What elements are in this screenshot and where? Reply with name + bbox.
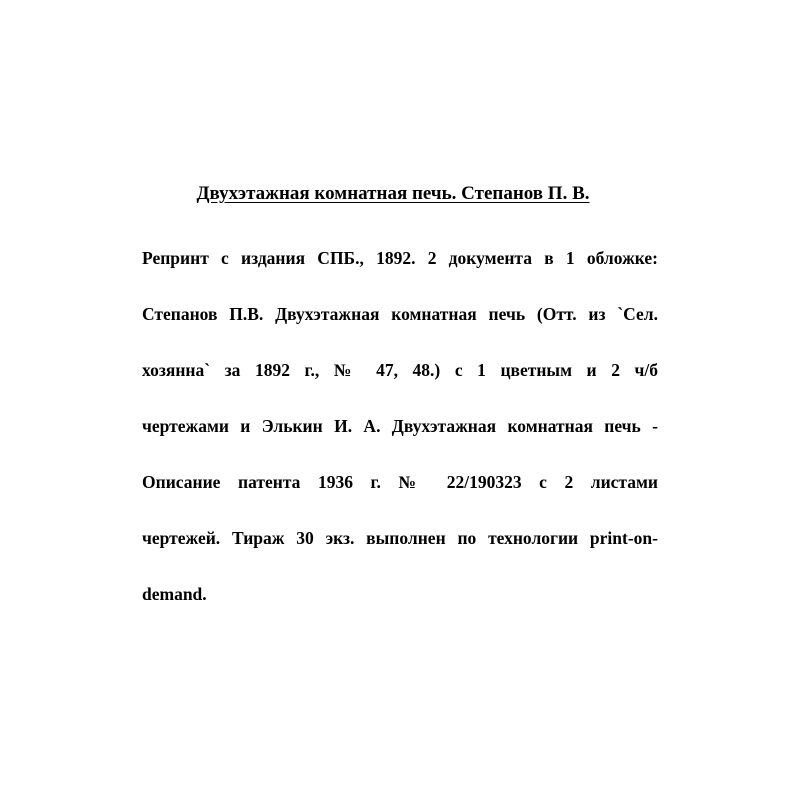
document-title: Двухэтажная комнатная печь. Степанов П. В. bbox=[196, 183, 590, 204]
description-line-7: demand. bbox=[142, 584, 207, 604]
description-line-6: чертежей. Тираж 30 экз. выполнен по технологии print-on- bbox=[142, 528, 658, 548]
description-line-3: хозянна` за 1892 г., № 47, 48.) с 1 цветным и 2 ч/б bbox=[142, 360, 658, 380]
description-line-5: Описание патента 1936 г. № 22/190323 с 2 листами bbox=[142, 472, 658, 492]
description-line-2: Степанов П.В. Двухэтажная комнатная печь (Отт. из `Сел. bbox=[142, 304, 658, 324]
document-description bbox=[142, 240, 658, 632]
description-line-4: чертежами и Элькин И. А. Двухэтажная комнатная печь - bbox=[142, 416, 658, 436]
description-line-1: Репринт с издания СПБ., 1892. 2 документа в 1 обложке: bbox=[142, 248, 658, 268]
